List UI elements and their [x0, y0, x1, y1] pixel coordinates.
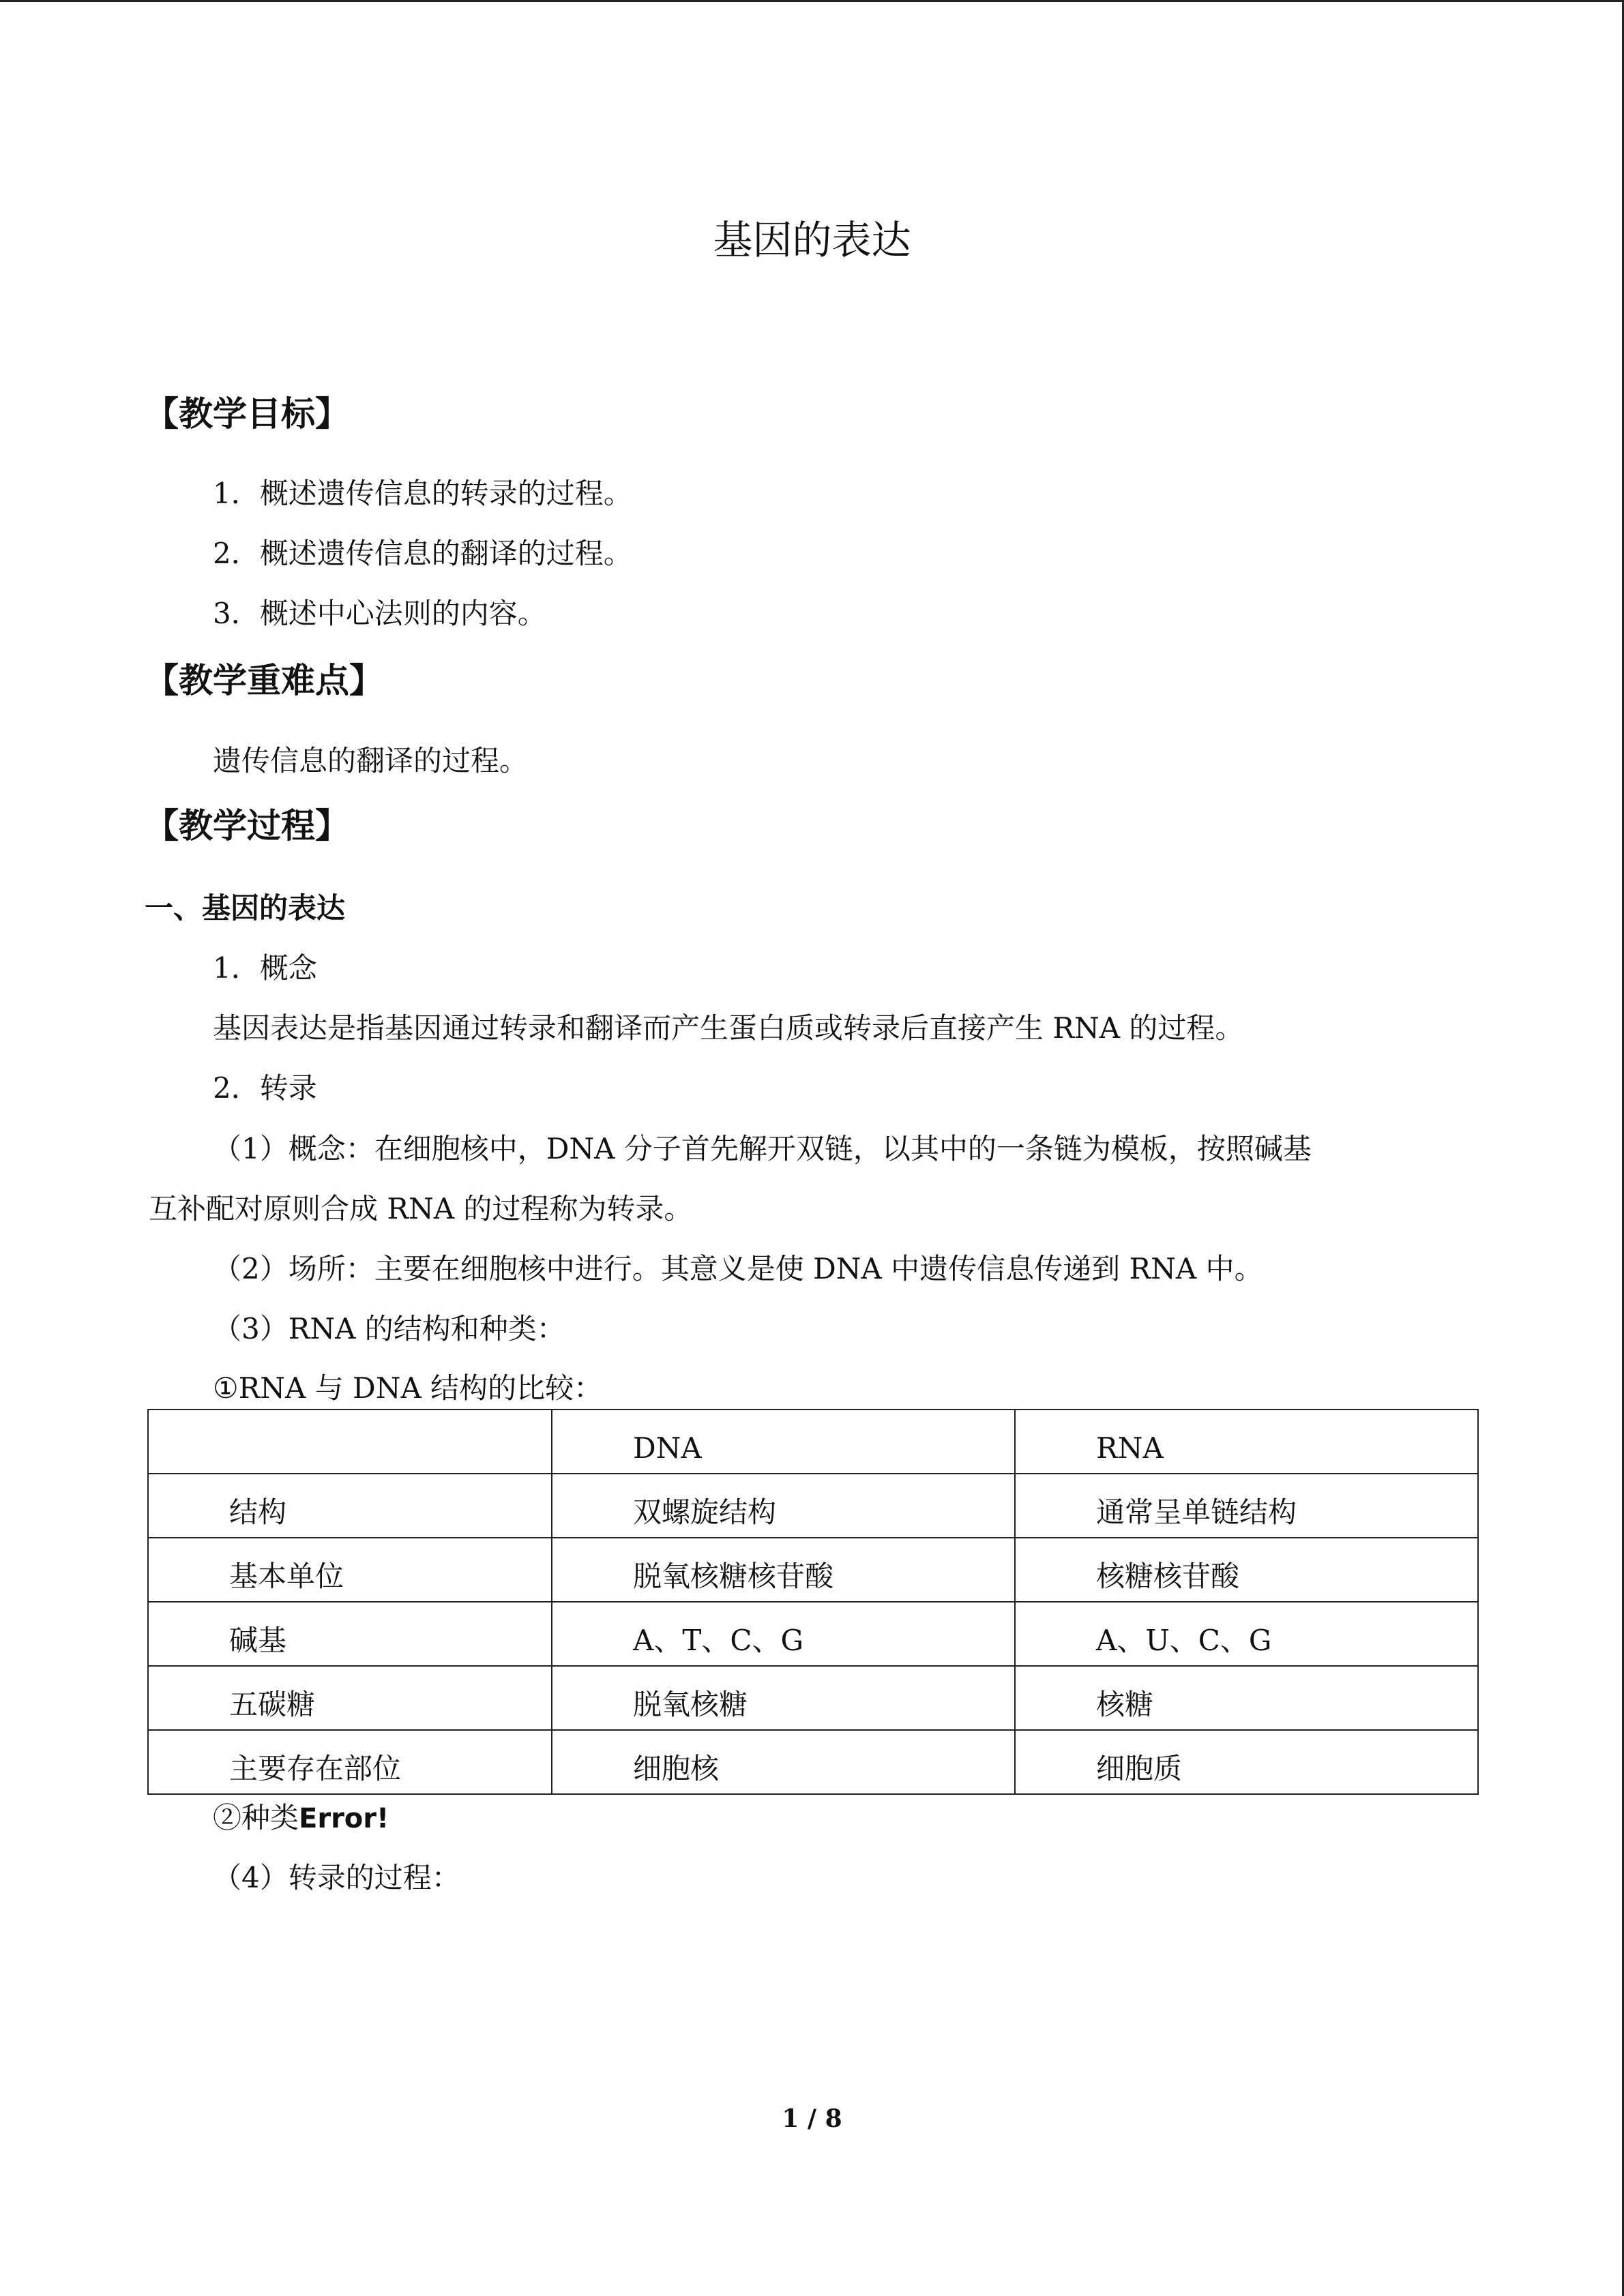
table-cell: 基本单位 — [148, 1538, 552, 1602]
kinds-error-text: Error! — [299, 1803, 389, 1834]
table-header-row — [148, 1410, 1478, 1474]
table-header-cell: RNA — [1015, 1410, 1478, 1474]
table-cell: 结构 — [148, 1474, 552, 1538]
table-cell: A、T、C、G — [552, 1602, 1015, 1666]
table-cell: 脱氧核糖 — [552, 1666, 1015, 1730]
table-cell: 通常呈单链结构 — [1015, 1474, 1478, 1538]
dna-rna-comparison-table — [147, 1409, 1479, 1795]
table-cell: 核糖核苷酸 — [1015, 1538, 1478, 1602]
concept-text: 基因表达是指基因通过转录和翻译而产生蛋白质或转录后直接产生 RNA 的过程。 — [213, 1011, 1244, 1045]
transcription-process: （4）转录的过程： — [213, 1861, 460, 1894]
page-border-top — [0, 0, 1624, 2]
transcription-concept-line1: （1）概念：在细胞核中，DNA 分子首先解开双链，以其中的一条链为模板，按照碱基 — [213, 1132, 1312, 1165]
kinds-label: ②种类 — [213, 1801, 299, 1834]
concept-label: 1．概念 — [213, 951, 317, 985]
transcription-concept-line2: 互补配对原则合成 RNA 的过程称为转录。 — [149, 1192, 693, 1225]
table-header-cell: DNA — [552, 1410, 1015, 1474]
table-cell: A、U、C、G — [1015, 1602, 1478, 1666]
document-title: 基因的表达 — [713, 217, 911, 263]
compare-label: ①RNA 与 DNA 结构的比较： — [213, 1371, 603, 1405]
objective-item-2: 2．概述遗传信息的翻译的过程。 — [213, 537, 632, 570]
objective-item-3: 3．概述中心法则的内容。 — [213, 597, 546, 630]
rna-structure-types: （3）RNA 的结构和种类： — [213, 1312, 565, 1345]
table-header-cell — [148, 1410, 552, 1474]
process-heading: 【教学过程】 — [145, 806, 349, 846]
key-points-text: 遗传信息的翻译的过程。 — [213, 744, 529, 777]
objectives-heading: 【教学目标】 — [145, 394, 349, 434]
transcription-label: 2．转录 — [213, 1071, 317, 1105]
page-number: 1 / 8 — [782, 2104, 842, 2133]
table-cell: 细胞核 — [552, 1730, 1015, 1794]
table-row — [148, 1602, 1478, 1666]
table-cell: 细胞质 — [1015, 1730, 1478, 1794]
objective-item-1: 1．概述遗传信息的转录的过程。 — [213, 477, 632, 510]
table-cell: 五碳糖 — [148, 1666, 552, 1730]
part1-heading: 一、基因的表达 — [145, 891, 346, 925]
table-row — [148, 1730, 1478, 1794]
key-points-heading: 【教学重难点】 — [145, 661, 383, 700]
table-row — [148, 1666, 1478, 1730]
transcription-site: （2）场所：主要在细胞核中进行。其意义是使 DNA 中遗传信息传递到 RNA 中。 — [213, 1252, 1263, 1285]
table-cell: 主要存在部位 — [148, 1730, 552, 1794]
table-row — [148, 1538, 1478, 1602]
table-cell: 碱基 — [148, 1602, 552, 1666]
table-row — [148, 1474, 1478, 1538]
table-cell: 双螺旋结构 — [552, 1474, 1015, 1538]
kinds-line — [213, 1798, 389, 1839]
table-cell: 脱氧核糖核苷酸 — [552, 1538, 1015, 1602]
table-cell: 核糖 — [1015, 1666, 1478, 1730]
